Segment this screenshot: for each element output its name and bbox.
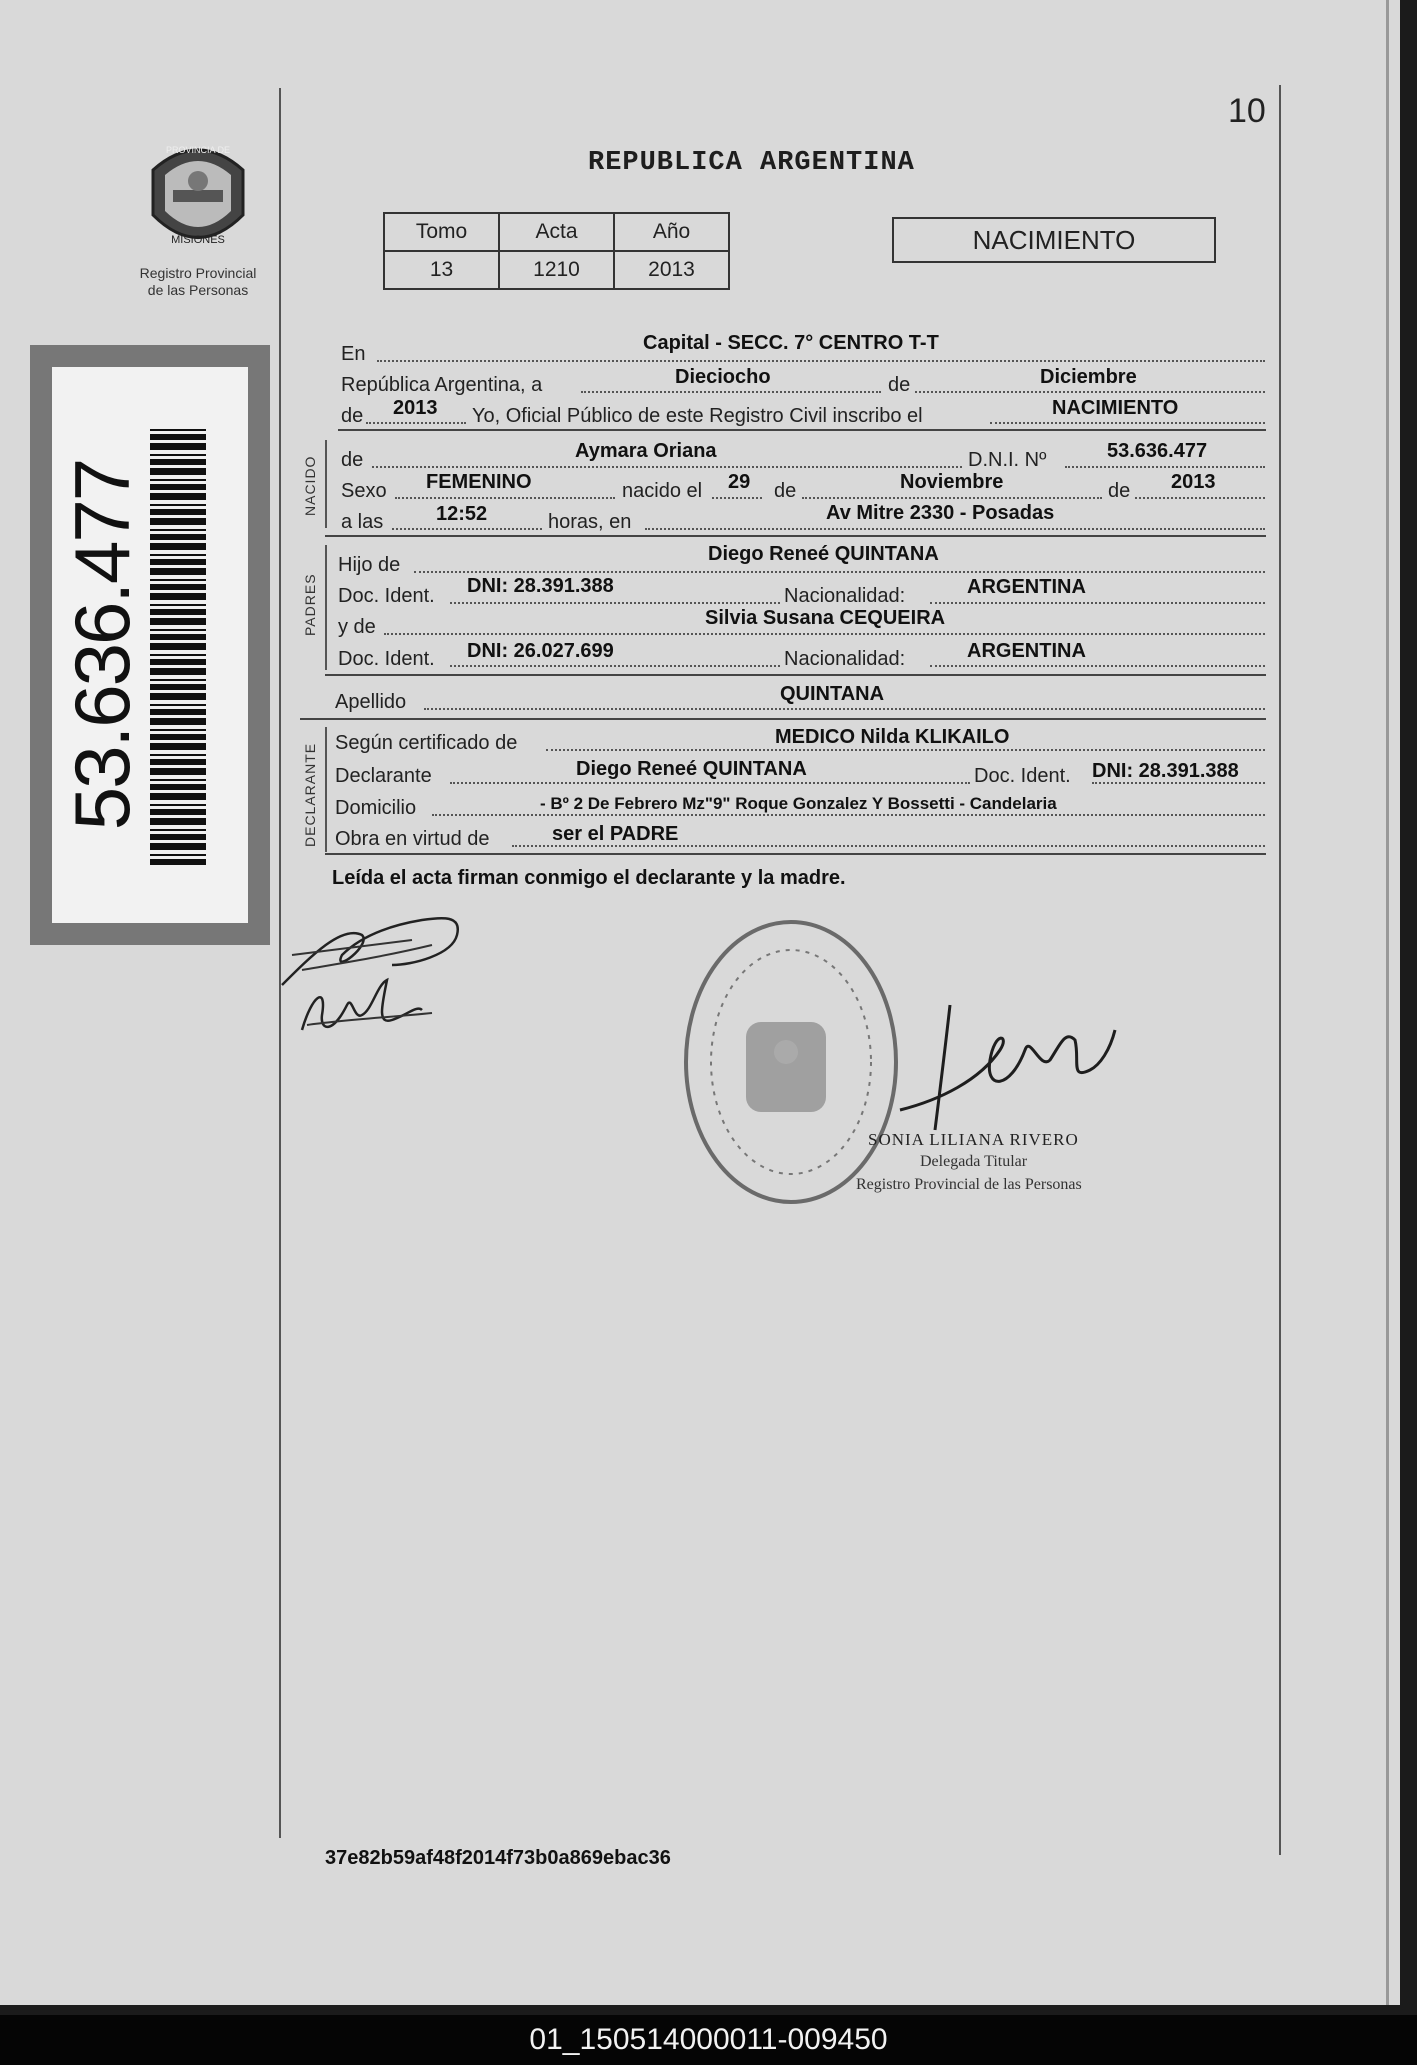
separator-1 [338,429,1266,431]
document-title: REPUBLICA ARGENTINA [588,148,915,178]
domicilio-value: - Bº 2 De Febrero Mz"9" Roque Gonzalez Y Bossetti - Candelaria [540,794,1057,813]
domicilio-label: Domicilio [335,797,417,819]
paper-edge-line [1386,0,1389,2005]
sexo-dotline [395,497,615,499]
nac2-label: Nacionalidad: [784,648,906,670]
nac1-value: ARGENTINA [967,576,1086,598]
section-label-nacido: NACIDO [302,455,318,516]
nac-mes-value: Noviembre [900,471,1004,493]
dni-label: D.N.I. Nº [968,449,1047,471]
doc3-value: DNI: 28.391.388 [1092,760,1239,782]
barcode-bars [150,425,206,865]
hijo-label: Hijo de [338,554,401,576]
doc3-dotline [1092,782,1265,784]
nac2-value: ARGENTINA [967,640,1086,662]
de-label-3: de [341,449,364,471]
apellido-dotline [424,708,1265,710]
nacido-label: nacido el [622,480,703,502]
doc2-dotline [450,665,780,667]
certificado-dotline [546,749,1265,751]
nac-dia-dotline [712,497,762,499]
page-number: 10 [1228,92,1266,130]
de-label-2: de [341,405,364,427]
declarante-bracket [325,727,327,852]
province-emblem-icon [143,135,253,260]
doc1-label: Doc. Ident. [338,585,435,607]
section-label-declarante: DECLARANTE [302,742,318,847]
mother-signature-icon [292,975,452,1055]
declarante-dotline [450,782,970,784]
madre-dotline [384,633,1265,635]
nac2-dotline [930,665,1265,667]
right-margin-line [1279,85,1281,1855]
republica-label: República Argentina, a [341,374,543,396]
svg-text:PROVINCIA DE: PROVINCIA DE [165,145,231,155]
declarante-label: Declarante [335,765,432,787]
official-role: Delegada Titular [920,1153,1028,1170]
barcode-sticker [30,345,270,945]
reference-header-tomo: Tomo [384,213,499,251]
mes-value: Diciembre [1040,366,1137,388]
record-type-box: NACIMIENTO [892,217,1216,263]
reference-value-anio: 2013 [614,251,729,289]
nac1-dotline [930,602,1265,604]
nacido-bracket [325,440,327,528]
separator-3 [325,674,1266,676]
official-name: SONIA LILIANA RIVERO [868,1130,1079,1149]
hora-dotline [392,528,542,530]
inscribo-value: NACIMIENTO [1052,397,1179,419]
padres-bracket [325,545,327,670]
reference-header-anio: Año [614,213,729,251]
certificado-value: MEDICO Nilda KLIKAILO [775,726,1010,748]
en-label: En [341,343,366,365]
dni-dotline [1065,466,1265,468]
registry-logo [122,135,274,299]
domicilio-dotline [432,814,1265,816]
doc2-value: DNI: 26.027.699 [467,640,614,662]
svg-text:MISIONES: MISIONES [171,234,225,246]
apellido-value: QUINTANA [780,683,885,705]
obra-label: Obra en virtud de [335,828,490,850]
separator-2 [325,535,1266,537]
lugar-dotline [645,528,1265,530]
yde-label: y de [338,616,376,638]
madre-value: Silvia Susana CEQUEIRA [705,607,946,629]
horas-label: horas, en [548,511,632,533]
lugar-value: Av Mitre 2330 - Posadas [826,502,1055,524]
document-hash: 37e82b59af48f2014f73b0a869ebac36 [325,1847,671,1869]
de-label-5: de [1108,480,1131,502]
doc1-value: DNI: 28.391.388 [467,575,614,597]
nac-mes-dotline [802,497,1102,499]
nombre-dotline [372,466,962,468]
doc3-label: Doc. Ident. [974,765,1071,787]
barcode-number: 53.636.477 [58,459,146,831]
barcode-sticker-inner [52,367,248,923]
inscribo-label: Yo, Oficial Público de este Registro Civil inscribo el [472,405,923,427]
closing-statement: Leída el acta firman conmigo el declarante y la madre. [332,867,846,889]
mes-dotline [915,391,1265,393]
dia-value: Dieciocho [675,366,771,388]
official-office: Registro Provincial de las Personas [856,1176,1082,1193]
section-label-padres: PADRES [302,573,318,636]
de-label-1: de [888,374,911,396]
certificado-label: Según certificado de [335,732,518,754]
anio-value: 2013 [393,397,438,419]
alas-label: a las [341,511,384,533]
declarante-value: Diego Reneé QUINTANA [576,758,807,780]
reference-value-acta: 1210 [499,251,614,289]
nombre-value: Aymara Oriana [575,440,717,462]
official-signature-icon [880,990,1130,1140]
en-value: Capital - SECC. 7° CENTRO T-T [643,332,939,354]
reference-header-acta: Acta [499,213,614,251]
sexo-value: FEMENINO [426,471,532,493]
reference-value-tomo: 13 [384,251,499,289]
padre-dotline [414,571,1265,573]
nac1-label: Nacionalidad: [784,585,906,607]
de-label-4: de [774,480,797,502]
inscribo-dotline [990,422,1265,424]
dni-value: 53.636.477 [1107,440,1208,462]
nac-anio-value: 2013 [1171,471,1216,493]
doc1-dotline [450,602,780,604]
separator-5 [325,853,1266,855]
separator-4 [300,718,1266,720]
sexo-label: Sexo [341,480,387,502]
barcode-rotated-group [60,385,240,905]
anio-dotline [366,422,466,424]
padre-value: Diego Reneé QUINTANA [708,543,939,565]
apellido-label: Apellido [335,691,407,713]
logo-caption-line1: Registro Provincial [139,265,257,281]
reference-table [383,212,730,290]
official-seal-icon [676,912,906,1212]
obra-value: ser el PADRE [552,823,679,845]
scan-footer-id: 01_150514000011-009450 [0,2015,1417,2065]
reference-header-row [384,213,729,251]
reference-value-row [384,251,729,289]
nac-dia-value: 29 [728,471,751,493]
doc2-label: Doc. Ident. [338,648,435,670]
logo-caption-line2: de las Personas [147,282,249,298]
republica-dotline [581,391,881,393]
hora-value: 12:52 [436,503,488,525]
nac-anio-dotline [1135,497,1265,499]
en-dotline [377,360,1265,362]
